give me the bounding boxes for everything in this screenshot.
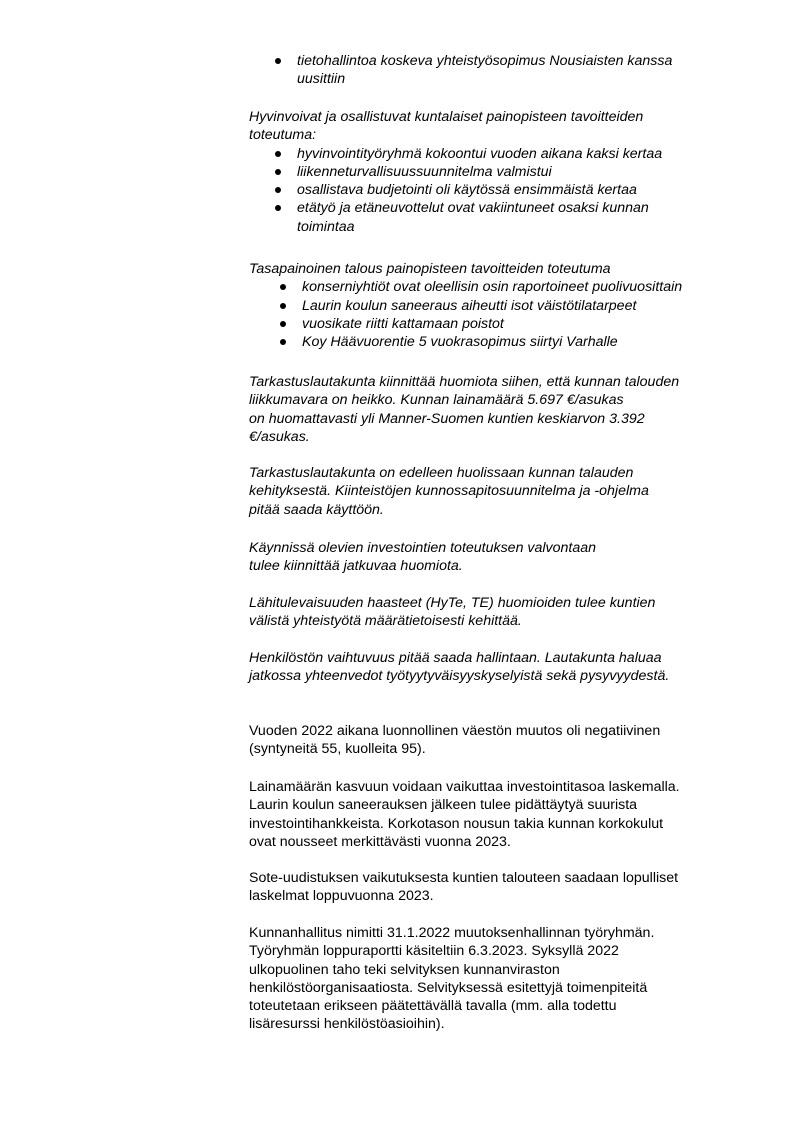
list-item — [249, 163, 743, 181]
paragraph — [249, 373, 743, 446]
section-heading — [249, 108, 743, 145]
list-item — [249, 278, 743, 296]
paragraph — [249, 924, 743, 1034]
paragraph-line: Sote-uudistuksen vaikutuksesta kuntien talouteen saadaan lopulliset — [249, 870, 679, 886]
heading-line: toteutuma: — [249, 127, 317, 144]
bullet-icon — [275, 169, 281, 175]
bullet-icon — [280, 321, 286, 327]
bullet-icon — [280, 303, 286, 309]
list-item-line: hyvinvointityöryhmä kokoontui vuoden aikana kaksi kertaa — [297, 145, 663, 162]
bullet-icon — [275, 58, 281, 64]
intro-list — [249, 52, 743, 89]
paragraph-line: €/asukas. — [249, 428, 310, 445]
list-item-line: tietohallintoa koskeva yhteistyösopimus Nousiaisten kanssa — [297, 53, 673, 69]
bullet-icon — [275, 151, 281, 157]
heading-line: Tasapainoinen talous painopisteen tavoitteiden toteutuma — [249, 261, 611, 277]
bullet-icon — [275, 205, 281, 211]
list-item-line: toimintaa — [297, 218, 355, 235]
paragraph-line: Käynnissä olevien investointien toteutuksen valvontaan — [249, 540, 597, 556]
paragraph-line: liikkumavara on heikko. Kunnan lainamäärä 5.697 €/asukas — [249, 392, 624, 409]
talous-section — [249, 260, 743, 351]
paragraph-line: Henkilöstön vaihtuvuus pitää saada hallintaan. Lautakunta haluaa — [249, 650, 662, 666]
paragraph-line: kehityksestä. Kiinteistöjen kunnossapitosuunnitelma ja -ohjelma — [249, 483, 649, 500]
paragraph-line: tulee kiinnittää jatkuvaa huomiota. — [249, 558, 463, 575]
list-item — [249, 181, 743, 199]
paragraph-line: laskelmat loppuvuonna 2023. — [249, 888, 434, 905]
hyvinvointi-section — [249, 108, 743, 236]
heading-line: Hyvinvoivat ja osallistuvat kuntalaiset painopisteen tavoitteiden — [249, 109, 644, 125]
list-item-line: uusittiin — [297, 71, 346, 88]
list-item-line: etätyö ja etäneuvottelut ovat vakiintuneet osaksi kunnan — [297, 200, 649, 217]
paragraph — [249, 778, 743, 851]
bullet-icon — [280, 284, 286, 290]
paragraph-line: ovat nousseet merkittävästi vuonna 2023. — [249, 833, 511, 850]
list-item — [249, 333, 743, 351]
list-item — [249, 199, 743, 236]
paragraph-line: investointihankkeista. Korkotason nousun takia kunnan korkokulut — [249, 815, 664, 832]
paragraph-line: (syntyneitä 55, kuolleita 95). — [249, 741, 426, 758]
list-item-line: Koy Häävuorentie 5 vuokrasopimus siirtyi Varhalle — [302, 334, 618, 351]
bullet-icon — [275, 187, 281, 193]
bullet-icon — [280, 339, 286, 345]
paragraph-line: Tarkastuslautakunta kiinnittää huomiota siihen, että kunnan talouden — [249, 374, 680, 390]
paragraph-line: henkilöstöorganisaatiosta. Selvityksessä esitettyjä toimenpiteitä — [249, 979, 648, 996]
paragraph-line: ulkopuolinen taho teki selvityksen kunnanviraston — [249, 961, 560, 978]
list-item — [249, 297, 743, 315]
paragraph-line: toteutetaan erikseen päätettävällä tavalla (mm. alla todettu — [249, 998, 617, 1015]
paragraph-line: välistä yhteistyötä määrätietoisesti kehittää. — [249, 613, 522, 630]
paragraph-line: Lainamäärän kasvuun voidaan vaikuttaa investointitasoa laskemalla. — [249, 779, 680, 795]
intro-list-block — [249, 52, 743, 89]
list-item — [249, 315, 743, 333]
paragraph — [249, 539, 743, 576]
paragraph-line: lisäresurssi henkilöstöasioihin). — [249, 1016, 445, 1033]
list-item-line: Laurin koulun saneeraus aiheutti isot väistötilatarpeet — [302, 297, 637, 314]
list-item-line: vuosikate riitti kattamaan poistot — [302, 315, 504, 332]
list-item-line: liikenneturvallisuussuunnitelma valmistui — [297, 163, 552, 180]
talous-list — [249, 278, 743, 351]
paragraph-line: Laurin koulun saneerauksen jälkeen tulee pidättäytyä suurista — [249, 797, 638, 814]
list-item — [249, 52, 743, 89]
paragraph-line: Kunnanhallitus nimitti 31.1.2022 muutoksenhallinnan työryhmän. — [249, 925, 655, 941]
paragraph-line: jatkossa yhteenvedot työtyytyväisyyskyselyistä sekä pysyvyydestä. — [249, 668, 670, 685]
paragraph-line: Lähitulevaisuuden haasteet (HyTe, TE) huomioiden tulee kuntien — [249, 595, 656, 611]
paragraph-line: Tarkastuslautakunta on edelleen huolissaan kunnan talauden — [249, 465, 634, 481]
section-heading — [249, 260, 743, 278]
list-item-line: osallistava budjetointi oli käytössä ensimmäistä kertaa — [297, 182, 637, 199]
paragraph — [249, 722, 743, 759]
paragraph — [249, 869, 743, 906]
paragraph-line: on huomattavasti yli Manner-Suomen kuntien keskiarvon 3.392 — [249, 410, 645, 427]
paragraph — [249, 464, 743, 519]
paragraph-line: Työryhmän loppuraportti käsiteltiin 6.3.2023. Syksyllä 2022 — [249, 943, 619, 960]
hyvinvointi-list — [249, 145, 743, 236]
paragraph-line: Vuoden 2022 aikana luonnollinen väestön muutos oli negatiivinen — [249, 723, 661, 739]
paragraph — [249, 649, 743, 686]
list-item — [249, 145, 743, 163]
list-item-line: konserniyhtiöt ovat oleellisin osin raportoineet puolivuosittain — [302, 279, 683, 296]
paragraph-line: pitää saada käyttöön. — [249, 501, 384, 518]
paragraph — [249, 594, 743, 631]
